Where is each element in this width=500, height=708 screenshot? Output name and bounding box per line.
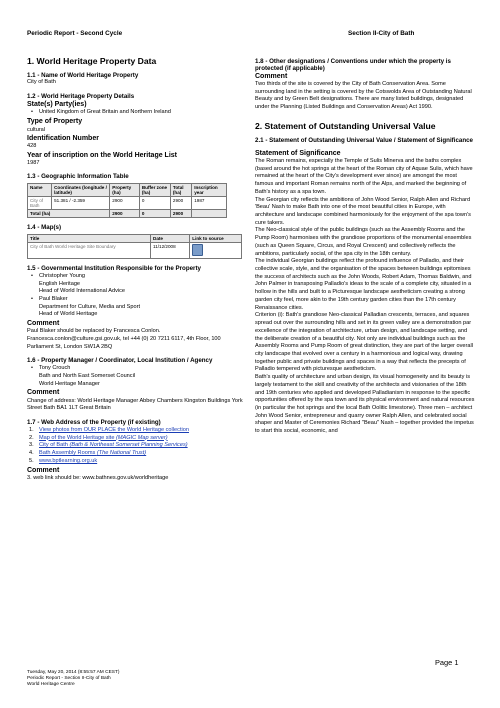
footer-organization: World Heritage Centre [27, 682, 75, 688]
web-link[interactable]: City of Bath (Bath & Northeast Somerset Planning Services) [39, 442, 188, 449]
footer-timestamp: Tuesday, May 20, 2014 (8:55:57 AM CEST) [27, 670, 120, 675]
col-header: Date [151, 234, 190, 242]
property-name: City of Bath [27, 79, 56, 85]
list-item: 5. www.bptlearning.org.uk [29, 457, 98, 464]
states-list [27, 109, 247, 117]
table-row [28, 242, 242, 258]
table-cell: City of Bath World Heritage Site Boundary [28, 242, 151, 258]
table-cell: 51.381 / -2.359 [52, 196, 110, 209]
web-link[interactable]: Map of the World Heritage site (MAGIC Map server) [39, 434, 168, 441]
web-links-list [27, 427, 247, 466]
header-left: Periodic Report - Second Cycle [27, 30, 123, 37]
table-cell: City of Bath [28, 196, 52, 209]
web-link[interactable]: www.bptlearning.org.uk [39, 457, 98, 464]
list-item: 2. Map of the World Heritage site (MAGIC Map server) [29, 434, 168, 441]
section-1-2-title: 1.2 - World Heritage Property Details [27, 92, 135, 100]
col-header: Property (ha) [110, 183, 140, 196]
type-label: Type of Property [27, 118, 83, 126]
section-1-1-title: 1.1 - Name of World Heritage Property [27, 72, 139, 79]
table-cell: 0 [139, 196, 170, 209]
table-cell: 2900 [170, 196, 191, 209]
id-value: 428 [27, 143, 37, 150]
section-1-5-title: 1.5 - Governmental Institution Responsible for the Property [27, 264, 201, 272]
states-label: State(s) Party(ies) [27, 100, 87, 108]
section-1-heading: 1. World Heritage Property Data [27, 56, 157, 66]
list-item: • Christopher Young English Heritage Head of World International Advice [31, 272, 126, 295]
col-header: Link to source [190, 234, 242, 242]
id-label: Identification Number [27, 135, 99, 143]
comment-1-8: Two thirds of the site is covered by the City of Bath Conservation Area. Some surrounding land in the setting is covered by the Cotswolds Area of Outstanding Natural Beauty and by Green Belt designations. There are many listed buildings, designated under the Planning (Listed Buildings and Conservation Areas) Act 1990. [255, 81, 472, 111]
people-list-1-5 [27, 273, 247, 319]
year-label: Year of inscription on the World Heritage List [27, 152, 178, 160]
table-total-row [28, 209, 227, 217]
table-header-row [28, 183, 227, 196]
list-item: • Paul Blaker Department for Culture, Media and Sport Head of World Heritage [31, 295, 141, 318]
web-link[interactable]: Bath Assembly Rooms (The National Trust) [39, 450, 147, 457]
col-header: Buffer zone (ha) [139, 183, 170, 196]
right-column [255, 58, 475, 436]
section-2-1-title: 2.1 - Statement of Outstanding Universal Value / Statement of Significance [255, 136, 473, 144]
list-item: 1. View photos from OUR PLACE the World Heritage collection [29, 426, 189, 433]
list-item: • Tony Crouch Bath and North East Somerset Council World Heritage Manager [31, 365, 136, 387]
year-value: 1987 [27, 160, 40, 167]
bullet-icon: • [31, 108, 33, 115]
section-1-8-title: 1.8 - Other designations / Conventions under which the property is protected (if applicable) [255, 58, 451, 72]
pdf-document-icon[interactable] [192, 244, 203, 256]
total-cell: 2900 [110, 209, 140, 217]
col-header: Title [28, 234, 151, 242]
significance-paragraph: The individual Georgian buildings reflect the profound influence of Palladio, and their collective scale, style, and the organisation of the spaces between buildings epitomises the success of architects such as the John Woods, Robert Adam, Thomas Baldwin, and John Palmer in transposing Palladio's ideas to the scale of a complete city, situated in a hollow in the hills and built to a Picturesque landscape aestheticism creating a strong garden city feel, more akin to the 19th century garden cities than the 17th century Renaissance cities. [255, 258, 472, 311]
significance-paragraph: The Georgian city reflects the ambitions of John Wood Senior, Ralph Allen and Richard 'Beau' Nash to make Bath into one of the most beautiful cities in Europe, with architecture and landscape combined harmoniously for the enjoyment of the spa town's cure takers. [255, 196, 471, 226]
total-cell: 0 [139, 209, 170, 217]
bullet-icon: • [31, 272, 33, 279]
col-header: Total (ha) [170, 183, 191, 196]
type-value: cultural [27, 126, 46, 133]
map-table [27, 234, 242, 259]
significance-paragraph: The Roman remains, especially the Temple of Sulis Minerva and the baths complex (based around the hot springs at the heart of the Roman city of Aquae Sulis, which have remained at the heart of the City's development ever since) are amongst the most famous and important Roman remains north of the Alps, and marked the beginning of Bath's history as a spa town. [255, 157, 473, 195]
list-item: 4. Bath Assembly Rooms (The National Trust) [29, 450, 147, 457]
section-2-heading: 2. Statement of Outstanding Universal Value [255, 120, 436, 131]
comment-1-7: 3. web link should be: www.bathnes.gov.uk/worldheritage [27, 474, 169, 481]
statement-of-significance-label: Statement of Significance [255, 149, 341, 157]
significance-paragraph: Criterion (i): Bath's grandiose Neo-classical Palladian crescents, terraces, and squares spread out over the surrounding hills and set in its green valley are a demonstration par excellence of the integration of architecture, urban design, and landscape setting, and the deliberate creation of a beautiful city. Not only are individual buildings such as the Assembly Rooms and Pump Room of great distinction, they are part of the larger overall city landscape that evolved over a century in a harmonious and logical way, drawing together public and private buildings and spaces in a way that reflects the precepts of Palladio tempered with picturesque aestheticism. [255, 312, 473, 373]
footer-report-title: Periodic Report - Section II-City of Bath [27, 676, 111, 682]
table-row [28, 196, 227, 209]
geo-table [27, 183, 227, 218]
comment-1-5: Paul Blaker should be replaced by Francesca Conlon. Francesca.conlon@culture.gsi.gov.uk, tel +44 (0) 20 7211 6117, 4th Floor, 100 Parliament St, London SW1A 2BQ [27, 328, 221, 350]
page-number: Page 1 [435, 658, 459, 667]
table-cell: 1987 [192, 196, 227, 209]
col-header: Inscription year [192, 183, 227, 196]
table-header-row [28, 234, 242, 242]
comment-label: Comment [27, 320, 60, 328]
significance-paragraph: The Neo-classical style of the public buildings (such as the Assembly Rooms and the Pump Room) harmonises with the grandiose proportions of the monumental ensembles (such as Queen Square, Circus, and Royal Crescent) and collectively reflects the ambitions, particularly social, of the spa city in the 18th century. [255, 227, 472, 257]
col-header: Coordinates (longitude / latitude) [52, 183, 110, 196]
table-cell: 2900 [110, 196, 140, 209]
people-list-1-6 [27, 365, 247, 388]
comment-label: Comment [255, 73, 288, 80]
significance-paragraph: Bath's quality of architecture and urban design, its visual homogeneity and its beauty is largely testament to the skill and creativity of the architects and visionaries of the 18th and 19th centuries who applied and developed Palladianism in response to the specific opportunities offered by the spa town and its physical environment and natural resources (in particular the hot springs and the local Bath Oolitic limestone). Three men – architect John Wood Senior, entrepreneur and quarry owner Ralph Allen, and celebrated social shaper and Master of Ceremonies Richard "Beau" Nash – together provided the impetus to start this social, economic, and [255, 374, 475, 435]
comment-label: Comment [27, 466, 60, 474]
list-item: • United Kingdom of Great Britain and Northern Ireland [31, 108, 171, 115]
left-column [27, 50, 247, 482]
comment-1-6: Change of address: World Heritage Manager Abbey Chambers Kingston Buildings York Street Bath BA1 1LT Great Britain [27, 397, 243, 412]
header-right: Section II-City of Bath [348, 30, 415, 37]
total-cell: 2900 [170, 209, 191, 217]
total-cell-empty [192, 209, 227, 217]
total-label: Total (ha) [28, 209, 110, 217]
section-1-3-title: 1.3 - Geographic Information Table [27, 172, 129, 180]
section-1-7-title: 1.7 - Web Address of the Property (if existing) [27, 418, 161, 426]
table-cell [190, 242, 242, 258]
bullet-icon: • [31, 295, 33, 302]
comment-label: Comment [27, 389, 60, 397]
table-cell: 11/12/2008 [151, 242, 190, 258]
col-header: Name [28, 183, 52, 196]
section-1-4-title: 1.4 - Map(s) [27, 223, 62, 231]
bullet-icon: • [31, 365, 33, 372]
footer [27, 670, 120, 689]
section-1-6-title: 1.6 - Property Manager / Coordinator, Local Institution / Agency [27, 357, 213, 365]
web-link[interactable]: View photos from OUR PLACE the World Heritage collection [39, 426, 189, 433]
list-item: 3. City of Bath (Bath & Northeast Somerset Planning Services) [29, 442, 188, 449]
